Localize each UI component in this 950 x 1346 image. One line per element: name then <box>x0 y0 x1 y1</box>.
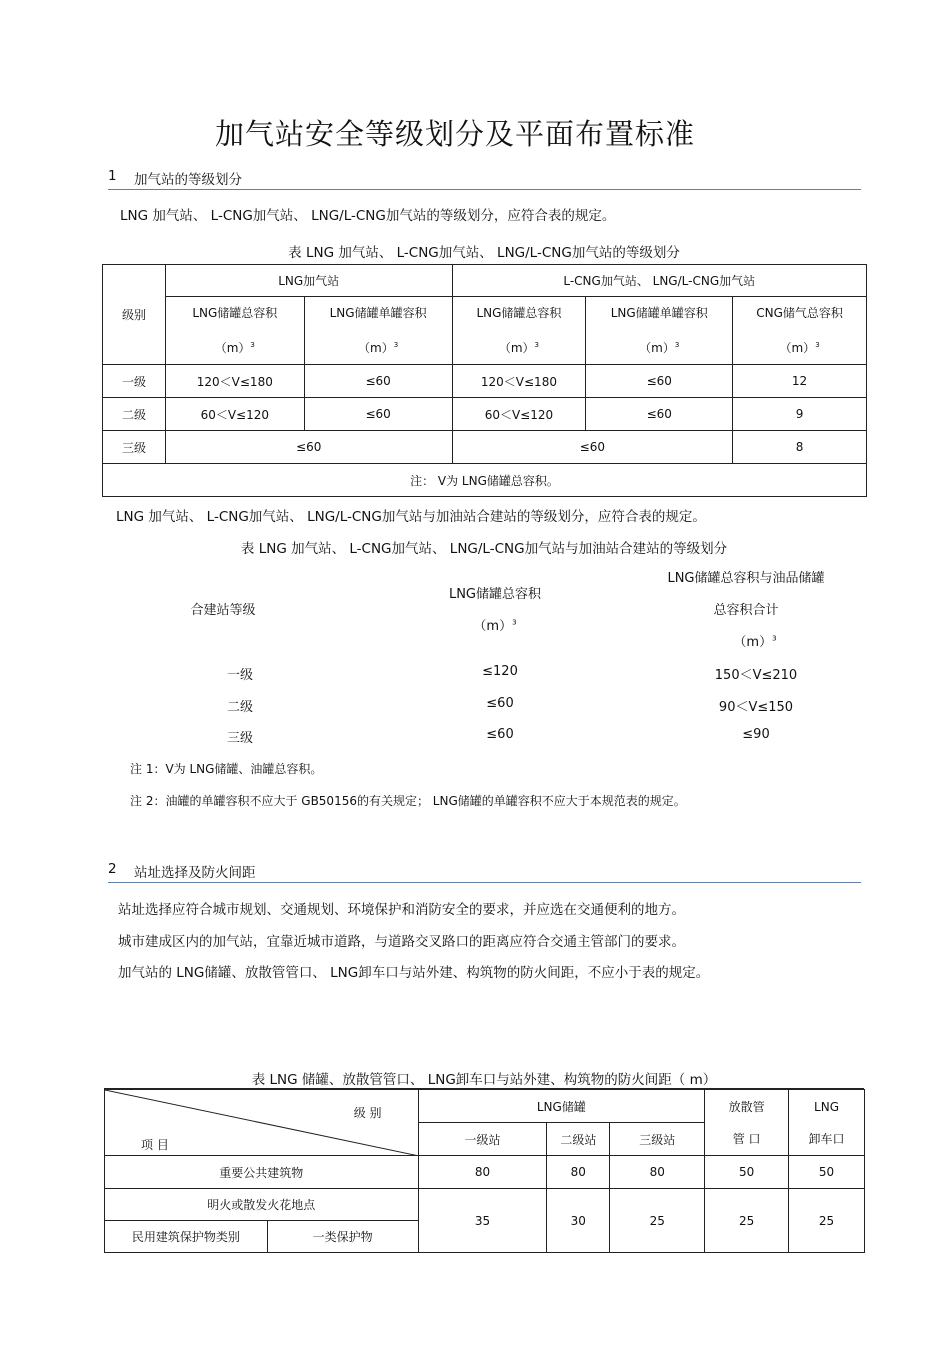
table-2-note-2: 注 2：油罐的单罐容积不应大于 GB50156的有关规定； LNG储罐的单罐容积不应大于本规范表的规定。 <box>130 794 686 808</box>
table-2-row-1-combined: 150＜V≤210 <box>714 668 798 683</box>
paragraph-5: 加气站的 LNG储罐、放散管管口、 LNG卸车口与站外建、构筑物的防火间距，不应小于表的规定。 <box>118 965 710 981</box>
paragraph-4: 城市建成区内的加气站，宜靠近城市道路，与道路交叉路口的距离应符合交通主管部门的要求。 <box>118 934 685 950</box>
table-2-caption: 表 LNG 加气站、 L-CNG加气站、 LNG/L-CNG加气站与加油站合建站的等级划分 <box>240 541 728 557</box>
table-3-caption: 表 LNG 储罐、放散管管口、 LNG卸车口与站外建、构筑物的防火间距（ m） <box>251 1072 717 1088</box>
header-level-3: 三级站 <box>610 1123 705 1156</box>
table-2-header-combined-1: LNG储罐总容积与油品储罐 <box>667 571 825 586</box>
diagonal-header-top: 级 别 <box>353 1106 382 1120</box>
section-1-title: 加气站的等级划分 <box>134 172 242 188</box>
table-3 <box>104 1089 865 1253</box>
header-level-2: 二级站 <box>547 1123 610 1156</box>
table-2-row-3-combined: ≤90 <box>742 727 770 742</box>
table-2-note-1: 注 1：V为 LNG储罐、油罐总容积。 <box>130 762 323 776</box>
table-2-header-combined-unit: $(m)^3$ <box>733 634 777 650</box>
header-unload: LNG 卸车口 <box>789 1090 865 1156</box>
table-2-row-3-level: 三级 <box>226 731 253 746</box>
table-2-row-2-combined: 90＜V≤150 <box>718 700 794 715</box>
table-row: 一级 120＜V≤180 ≤60 120＜V≤180 ≤60 12 <box>103 365 867 398</box>
col-header-1: LNG储罐总容积 $(m)^3$ <box>165 297 304 365</box>
section-2-title: 站址选择及防火间距 <box>134 865 256 881</box>
table-row: 民用建筑保护物类别 一类保护物 <box>105 1221 865 1253</box>
page-title: 加气站安全等级划分及平面布置标准 <box>214 117 695 151</box>
col-header-4: LNG储罐单罐容积 $(m)^3$ <box>586 297 733 365</box>
table-2-header-total-unit: $(m)^3$ <box>473 618 517 634</box>
diagonal-header-cell <box>105 1090 419 1156</box>
header-vent: 放散管 管 口 <box>705 1090 789 1156</box>
level-header: 级别 <box>103 265 166 365</box>
paragraph-2: LNG 加气站、 L-CNG加气站、 LNG/L-CNG加气站与加油站合建站的等级划分，应符合表的规定。 <box>116 509 706 525</box>
paragraph-3: 站址选择应符合城市规划、交通规划、环境保护和消防安全的要求，并应选在交通便利的地方。 <box>118 902 685 918</box>
col-header-2: LNG储罐单罐容积 $(m)^3$ <box>304 297 452 365</box>
col-header-5: CNG储气总容积 $(m)^3$ <box>733 297 867 365</box>
table-row: 二级 60＜V≤120 ≤60 60＜V≤120 ≤60 9 <box>103 398 867 431</box>
table-2-header-combined-2: 总容积合计 <box>713 603 779 618</box>
table-1-caption: 表 LNG 加气站、 L-CNG加气站、 LNG/L-CNG加气站的等级划分 <box>288 245 680 261</box>
table-2-row-2-total: ≤60 <box>486 696 514 711</box>
group-lcng-station: L-CNG加气站、 LNG/L-CNG加气站 <box>452 265 866 297</box>
table-row: 三级 ≤60 ≤60 8 <box>103 431 867 464</box>
table-2-row-2-level: 二级 <box>226 700 253 715</box>
table-2-row-1-level: 一级 <box>226 668 253 683</box>
group-lng-station: LNG加气站 <box>165 265 452 297</box>
table-2-row-1-total: ≤120 <box>482 664 518 679</box>
table-1 <box>102 264 867 497</box>
section-2-number: 2 <box>108 861 117 877</box>
group-lng-tank: LNG储罐 <box>418 1090 705 1123</box>
col-header-3: LNG储罐总容积 $(m)^3$ <box>452 297 586 365</box>
table-1-note: 注： V为 LNG储罐总容积。 <box>103 464 867 497</box>
section-1-number: 1 <box>108 168 117 184</box>
header-level-1: 一级站 <box>418 1123 547 1156</box>
table-2-header-total: LNG储罐总容积 <box>448 587 542 602</box>
table-row: 明火或散发火花地点 35 30 25 25 25 <box>105 1189 865 1221</box>
section-1-rule <box>108 189 861 190</box>
table-2-header-level: 合建站等级 <box>190 603 256 618</box>
table-2-row-3-total: ≤60 <box>486 727 514 742</box>
table-row: 重要公共建筑物 80 80 80 50 50 <box>105 1156 865 1189</box>
section-2-rule <box>108 882 861 883</box>
paragraph-1: LNG 加气站、 L-CNG加气站、 LNG/L-CNG加气站的等级划分，应符合表的规定。 <box>120 208 616 224</box>
diagonal-header-bottom: 项 目 <box>141 1138 169 1152</box>
